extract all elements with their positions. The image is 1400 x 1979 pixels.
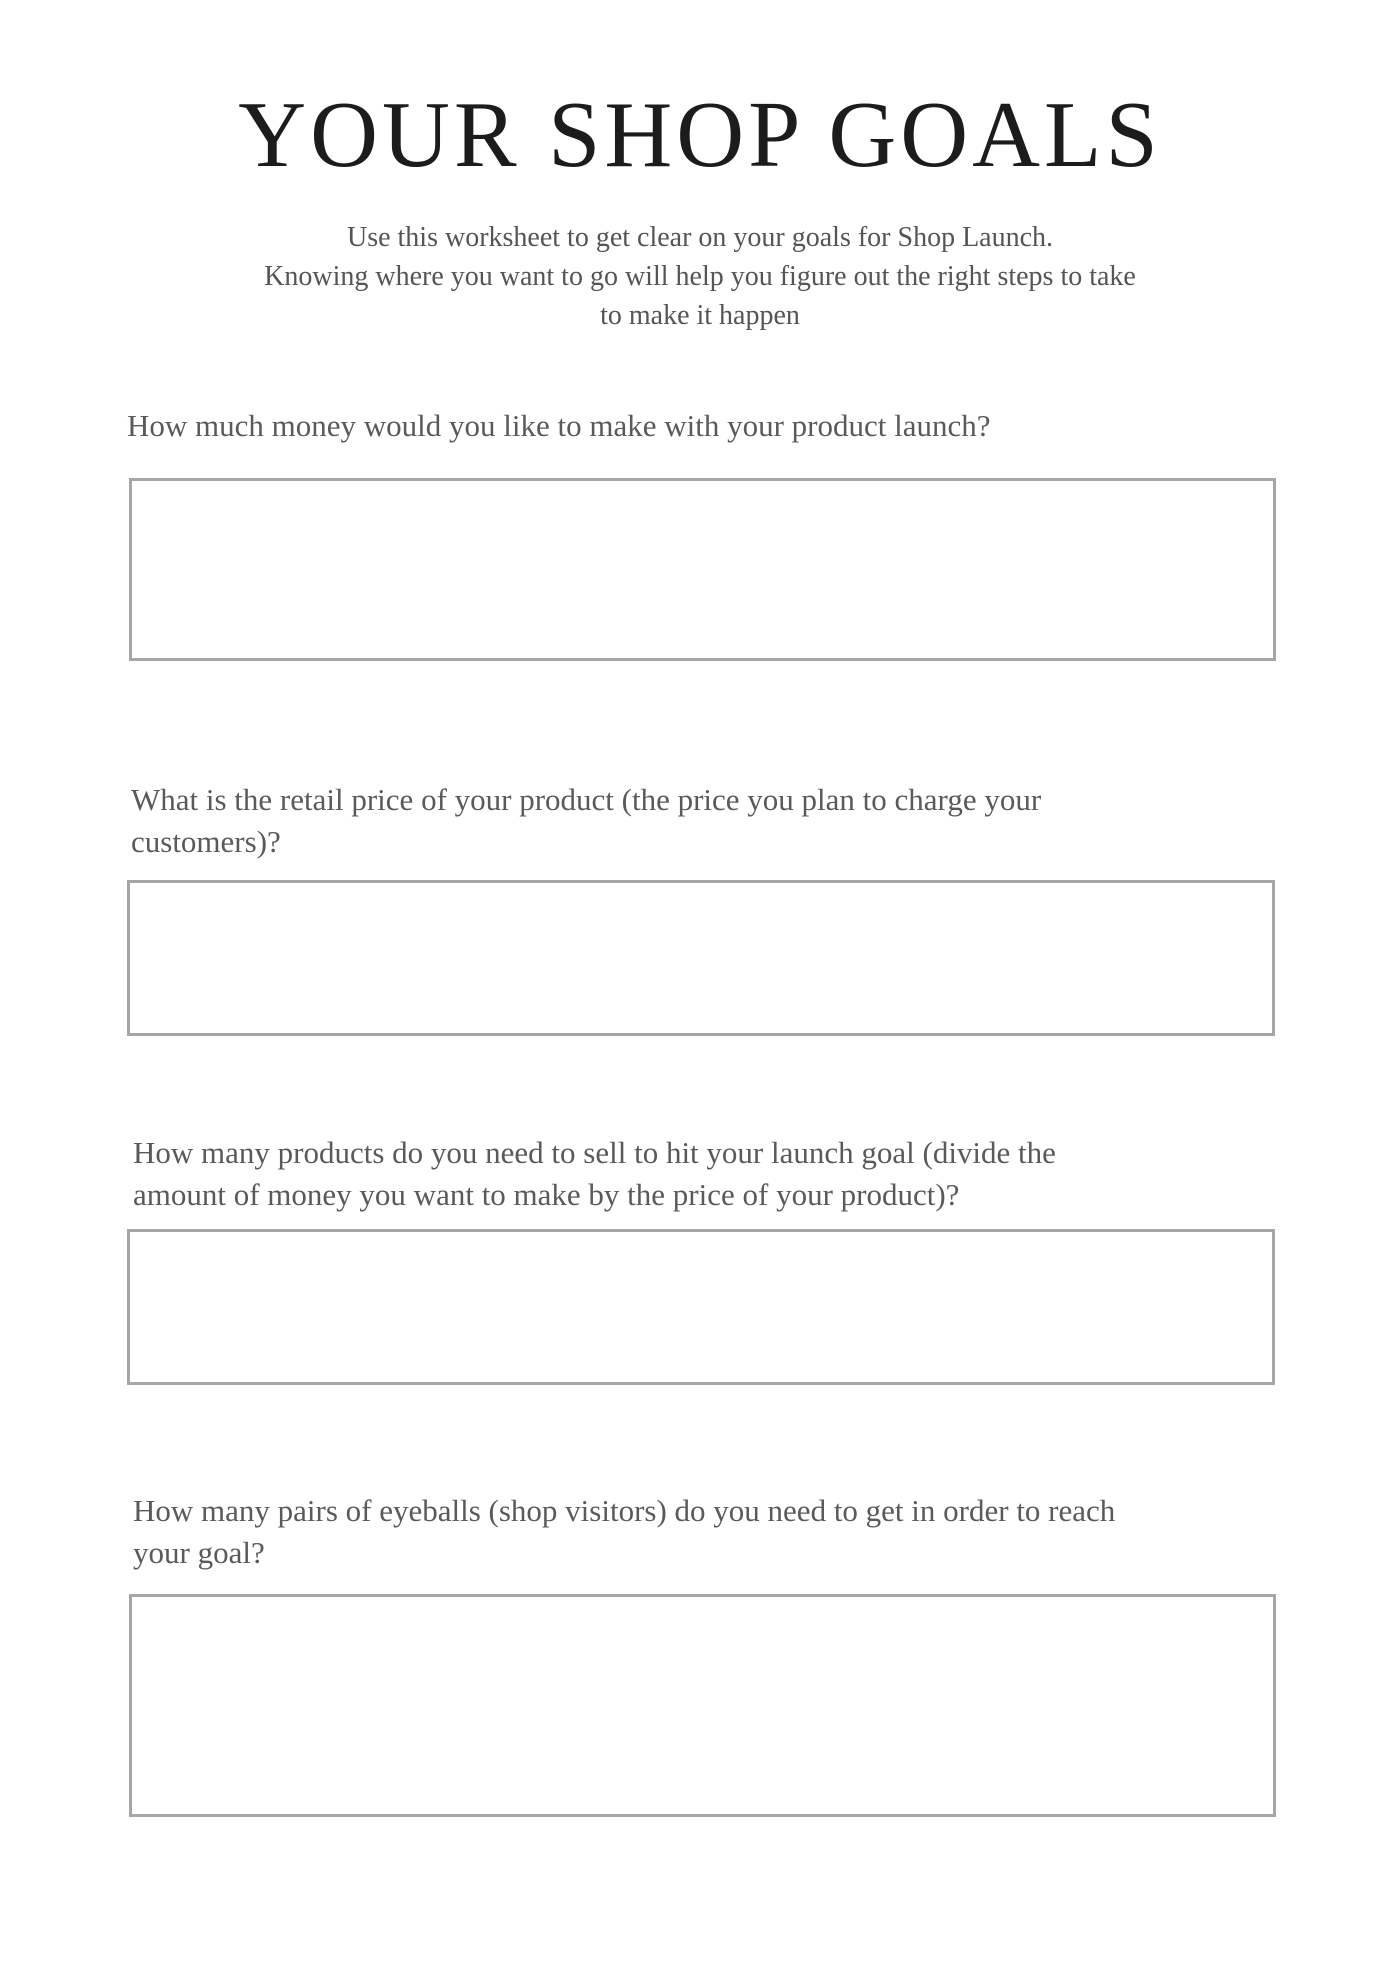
question-products-to-sell [133, 1132, 1283, 1216]
answer-box-products-to-sell[interactable] [127, 1229, 1275, 1385]
question-line: How many pairs of eyeballs (shop visitors) do you need to get in order to reach [133, 1493, 1116, 1528]
intro-text [150, 218, 1250, 335]
question-line: your goal? [133, 1535, 265, 1570]
question-money-goal [127, 405, 1277, 447]
question-retail-price [131, 779, 1281, 863]
question-line: How many products do you need to sell to hit your launch goal (divide the [133, 1135, 1056, 1170]
question-line: customers)? [131, 824, 281, 859]
question-line: amount of money you want to make by the price of your product)? [133, 1177, 960, 1212]
question-shop-visitors [133, 1490, 1283, 1574]
intro-line-3: to make it happen [600, 300, 800, 331]
intro-line-1: Use this worksheet to get clear on your goals for Shop Launch. [346, 222, 1054, 253]
answer-box-shop-visitors[interactable] [129, 1594, 1276, 1817]
page-title: YOUR SHOP GOALS [238, 83, 1162, 187]
answer-box-money-goal[interactable] [129, 478, 1276, 661]
question-line: How much money would you like to make with your product launch? [127, 408, 991, 443]
intro-line-2: Knowing where you want to go will help you figure out the right steps to take [264, 261, 1136, 292]
answer-box-retail-price[interactable] [127, 880, 1275, 1036]
question-line: What is the retail price of your product (the price you plan to charge your [131, 782, 1042, 817]
